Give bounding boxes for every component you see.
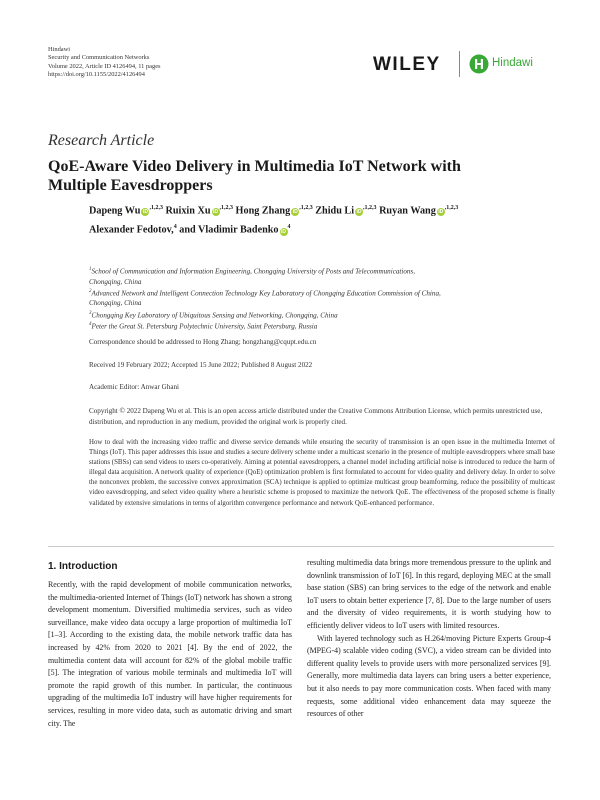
author-affil-ref: 4 — [173, 224, 177, 231]
orcid-icon[interactable]: iD — [438, 209, 444, 216]
author-list — [89, 200, 559, 239]
author-name[interactable]: and Vladimir Badenko — [179, 224, 279, 236]
affiliation-number: 1 — [89, 267, 92, 272]
orcid-icon[interactable]: iD — [142, 209, 148, 216]
journal-header — [48, 46, 161, 80]
author-affil-ref: ,1,2,3 — [363, 205, 377, 211]
affiliation — [89, 265, 559, 287]
hindawi-logo — [469, 54, 549, 74]
author-name[interactable]: Alexander Fedotov, — [89, 224, 174, 236]
hindawi-wordmark: Hindawi — [492, 57, 533, 69]
orcid-icon[interactable]: iD — [356, 209, 362, 216]
author-name[interactable]: Ruixin Xu — [165, 205, 211, 217]
body-column-right — [307, 557, 551, 721]
correspondence: Correspondence should be addressed to Hong Zhang; hongzhang@cqupt.edu.cn — [89, 338, 317, 346]
publisher-logos — [373, 51, 553, 77]
author-affil-ref: ,1,2,3 — [444, 205, 459, 211]
hindawi-mark-icon — [469, 54, 489, 74]
author-name[interactable]: Dapeng Wu — [89, 205, 141, 217]
logo-divider — [459, 51, 460, 77]
article-type: Research Article — [48, 132, 155, 149]
orcid-icon[interactable]: iD — [292, 209, 298, 216]
author-name[interactable]: Hong Zhang — [235, 205, 291, 217]
body-column-left — [48, 560, 292, 730]
publication-dates: Received 19 February 2022; Accepted 15 June 2022; Published 8 August 2022 — [89, 361, 313, 369]
section-divider — [48, 546, 554, 547]
affiliation — [89, 320, 559, 332]
academic-editor: Academic Editor: Anwar Ghani — [89, 383, 180, 391]
doi-link[interactable]: https://doi.org/10.1155/2022/4126494 — [48, 71, 145, 79]
author-affil-ref: ,1,2,3 — [299, 205, 313, 211]
author-name[interactable]: Zhidu Li — [315, 205, 355, 217]
paragraph: resulting multimedia data brings more tremendous pressure to the uplink and downlink transmission of IoT [6]. In this regard, deploying MEC at the small base station (SBS) can bring services to the edge of the network and enable IoT users to obtain better experience [7, 8]. Due to the large number of users and the diversity of video requirements, it is worth studying how to efficiently deliver videos to IoT users with limited resources. — [307, 558, 551, 630]
volume-info: Volume 2022, Article ID 4126494, 11 pages — [48, 62, 161, 70]
author-affil-ref: ,1,2,3 — [149, 205, 163, 211]
orcid-icon[interactable]: iD — [281, 228, 287, 235]
wiley-logo: WILEY — [373, 54, 441, 75]
affiliation-text: Advanced Network and Intelligent Connection Technology Key Laboratory of Chongqing Education Commission of China, — [91, 289, 441, 298]
affiliation-number: 3 — [89, 310, 92, 316]
abstract: How to deal with the increasing video traffic and diverse service demands while ensuring the security of transmission is an open issue in the multimedia Internet of Things (IoT). This paper addresses this issue and studies a secure delivery scheme under a multicast scenario in the presence of multiple eavesdroppers where small base stations (SBSs) can send videos to users co-operatively. Aiming at potential eavesdroppers, a channel model including artificial noise is introduced to reduce the harm of illegal data acquisition. A network quality of experience (QoE) optimization problem is first formulated to account for video quality and delivery delay. In order to solve the nonconvex problem, the successive convex approximation (SCA) technique is applied to optimize multicast group beamforming, reduce the possibility of multicast video eavesdropping, and select video quality where a heuristic scheme is proposed to maximize the network QoE. The effectiveness of the proposed scheme is finally validated by extensive simulations in terms of algorithm convergence performance and network QoE-enhanced performance. — [89, 439, 555, 507]
affiliation-number: 4 — [89, 322, 92, 328]
affiliation-list — [89, 265, 559, 332]
section-heading: 1. Introduction — [48, 561, 118, 572]
author-affil-ref: ,1,2,3 — [219, 205, 233, 211]
affiliation — [89, 287, 559, 309]
publisher-name: Hindawi — [48, 46, 71, 53]
journal-name: Security and Communication Networks — [48, 54, 150, 62]
affiliation-text-cont: Chongqing, China — [89, 277, 142, 286]
paragraph: With layered technology such as H.264/moving Picture Experts Group-4 (MPEG-4) scalable video coding (SVC), a video stream can be divided into different quality levels to provide users with more personalized services [9]. Generally, more multimedia data layers can bring users a better experience, but it also needs to pay more communication costs. When faced with many requests, some additional video enhancement data may squeeze the resources of other — [307, 633, 551, 719]
affiliation-number: 2 — [89, 288, 92, 294]
author-name[interactable]: Ruyan Wang — [379, 205, 436, 217]
affiliation-text-cont: Chongqing, China — [89, 299, 142, 308]
orcid-icon[interactable]: iD — [213, 209, 218, 216]
affiliation-text: Peter the Great St. Petersburg Polytechnic University, Saint Petersburg, Russia — [91, 322, 318, 331]
affiliation-text: Chongqing Key Laboratory of Ubiquitous Sensing and Networking, Chongqing, China — [91, 310, 338, 319]
author-affil-ref: 4 — [287, 224, 291, 231]
affiliation — [89, 309, 559, 321]
paragraph: Recently, with the rapid development of mobile communication networks, the multimedia-oriented Internet of Things (IoT) network has shown a strong development momentum. Diversified multimedia services, such as video surveillance, make video data occupy a large proportion of multimedia IoT [1–3]. According to the existing data, the mobile network traffic data has increased by 42% from 2020 to 2021 [4]. By the end of 2022, the multimedia content data will account for 82% of the global mobile traffic [5]. The integration of various mobile terminals and multimedia IoT will promote the rapid growth of this number. In particular, the continuous upgrading of the multimedia IoT industry will have higher requirements for services, resulting in more video data, such as automatic driving and smart city. The — [48, 580, 292, 728]
article-title: QoE-Aware Video Delivery in Multimedia IoT Network with Multiple Eavesdroppers — [48, 158, 461, 194]
affiliation-text: School of Communication and Information Engineering, Chongqing University of Posts and Telecommunications, — [91, 267, 415, 276]
copyright-notice: Copyright © 2022 Dapeng Wu et al. This is an open access article distributed under the Creative Commons Attribution License, which permits unrestricted use, distribution, and reproduction in any medium, provided the original work is properly cited. — [89, 407, 543, 426]
